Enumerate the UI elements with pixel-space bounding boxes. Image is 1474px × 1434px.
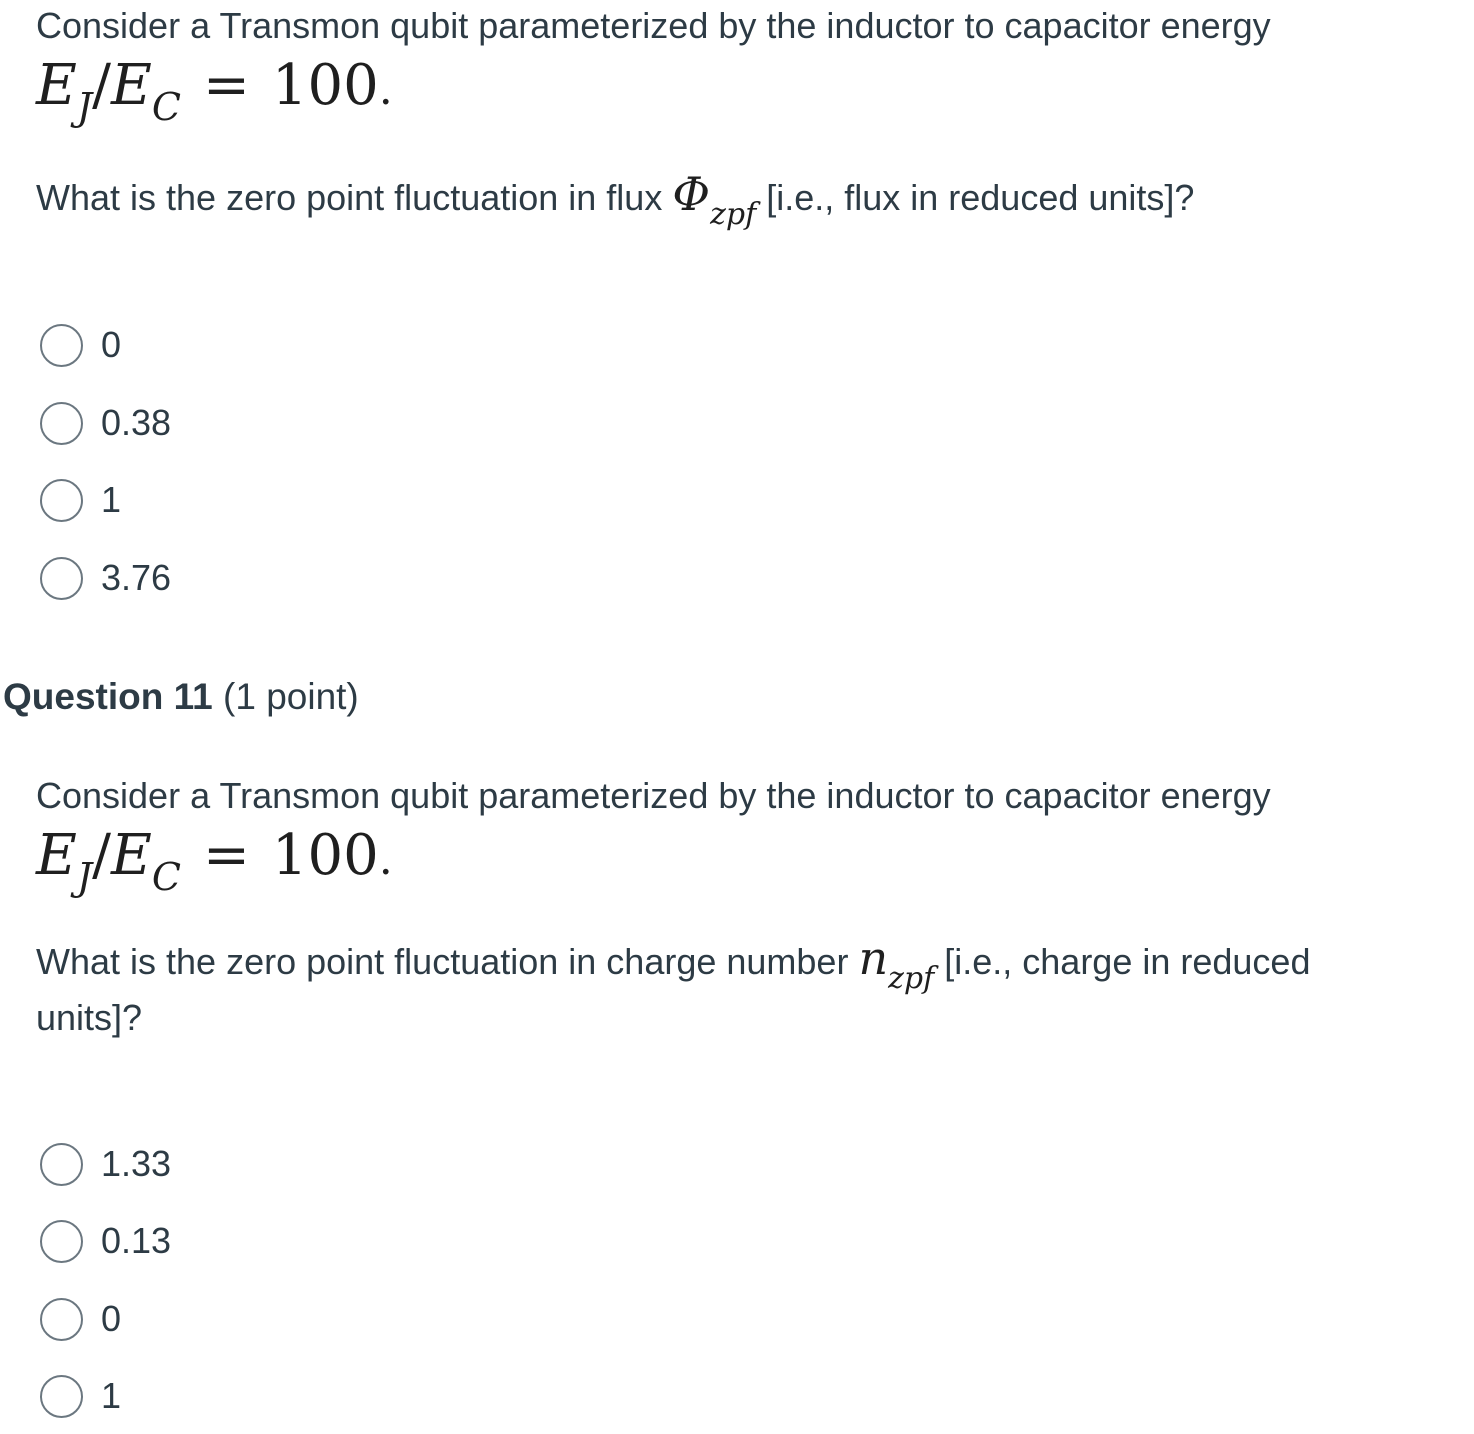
q11-option-2[interactable]: 0.13 (40, 1216, 171, 1266)
q10-option-2[interactable]: 0.38 (40, 398, 171, 448)
question-header: Question 11 (1 point) (3, 676, 359, 717)
radio-button[interactable] (40, 324, 83, 367)
q11-option-4[interactable]: 1 (40, 1371, 121, 1421)
q10-option-3[interactable]: 1 (40, 475, 121, 525)
radio-button[interactable] (40, 402, 83, 445)
radio-button[interactable] (40, 1143, 83, 1186)
q11-question-line2: units]? (36, 997, 143, 1038)
radio-button[interactable] (40, 479, 83, 522)
flux-symbol: $\Phi_{zpf}$ (672, 167, 757, 232)
q11-option-1[interactable]: 1.33 (40, 1139, 171, 1189)
radio-button[interactable] (40, 1298, 83, 1341)
radio-button[interactable] (40, 557, 83, 600)
q10-equation: $E_J/E_C = 100$. (36, 53, 393, 129)
radio-button[interactable] (40, 1220, 83, 1263)
q10-intro: Consider a Transmon qubit parameterized by the inductor to capacitor energy (36, 5, 1271, 46)
q10-option-1[interactable]: 0 (40, 320, 121, 370)
q11-question: What is the zero point fluctuation in charge number $n_{zpf}$ [i.e., charge in reduced (36, 931, 1311, 996)
radio-button[interactable] (40, 1375, 83, 1418)
q10-option-4[interactable]: 3.76 (40, 553, 171, 603)
charge-symbol: $n_{zpf}$ (858, 931, 935, 996)
q11-equation: $E_J/E_C = 100$. (36, 823, 393, 899)
q11-option-3[interactable]: 0 (40, 1294, 121, 1344)
q10-question: What is the zero point fluctuation in flux $\Phi_{zpf}$ [i.e., flux in reduced units]? (36, 167, 1195, 232)
q11-intro: Consider a Transmon qubit parameterized by the inductor to capacitor energy (36, 775, 1271, 816)
